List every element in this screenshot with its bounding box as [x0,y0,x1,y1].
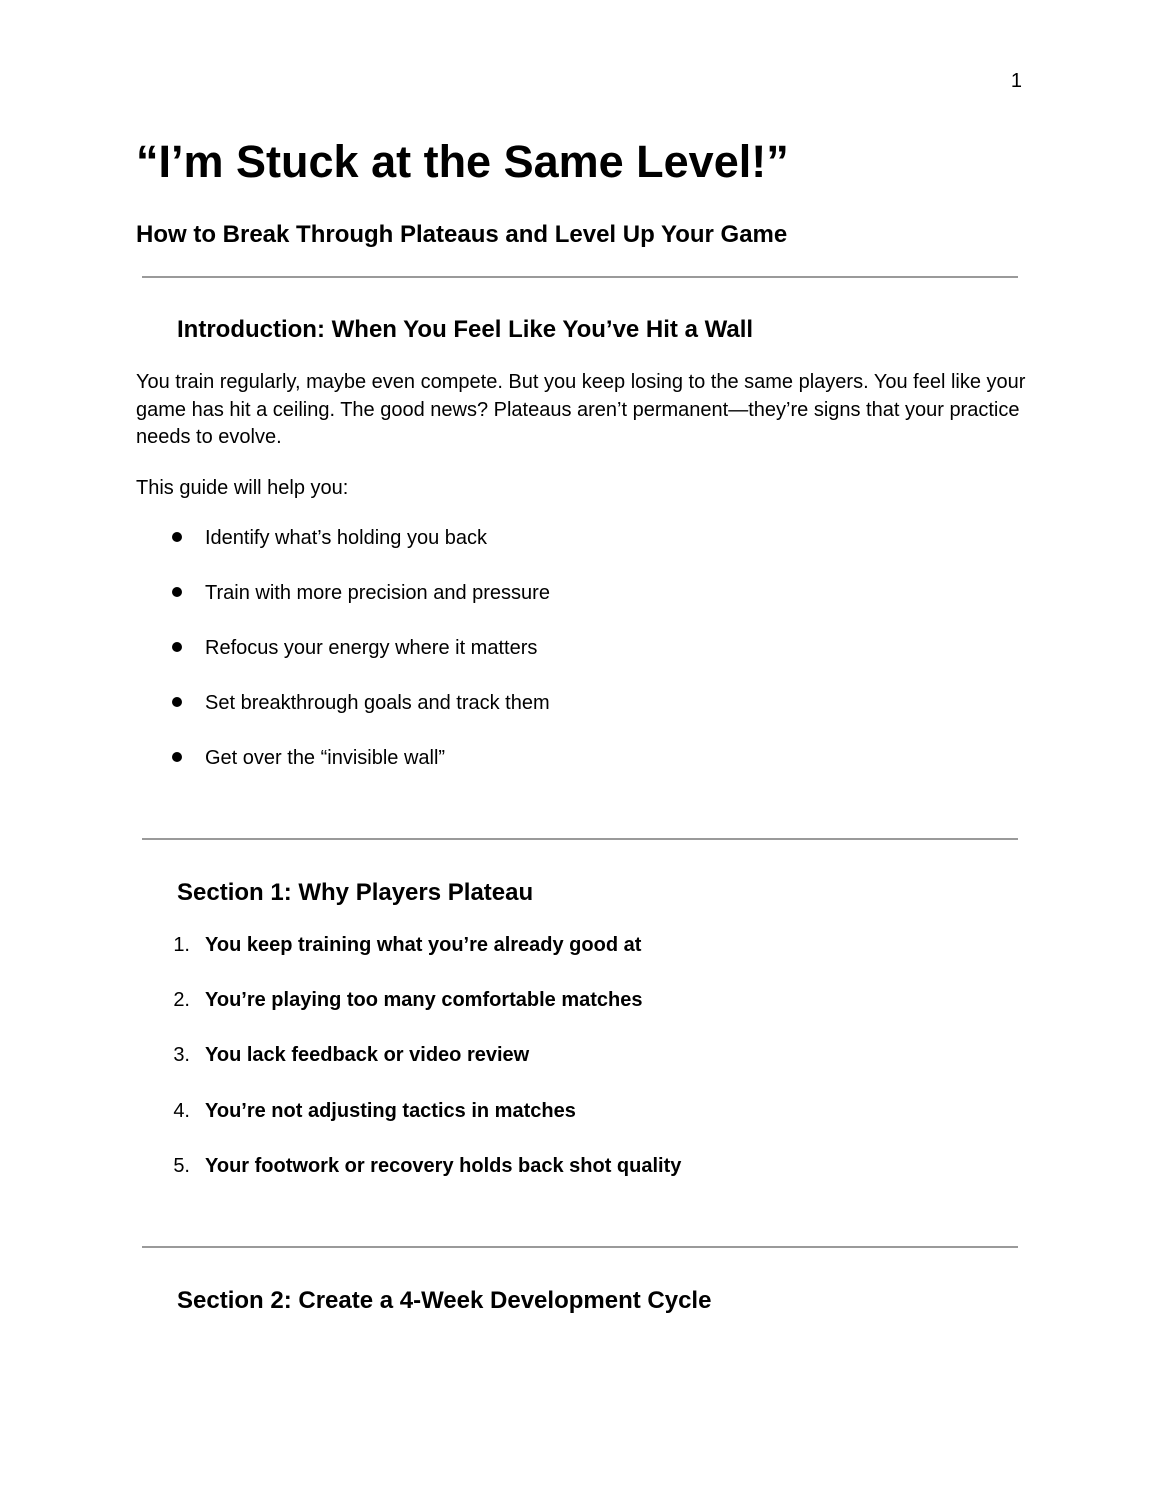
list-number: 5. [173,1155,190,1177]
bullet-list-item [0,578,1159,608]
bullet-text: Identify what’s holding you back [205,527,488,549]
bullet-icon [162,578,192,608]
bullet-icon [162,743,192,773]
numbered-list-item [0,1040,1159,1070]
document-title: “I’m Stuck at the Same Level!” [136,136,789,187]
list-number: 2. [173,989,190,1011]
bullet-text: Get over the “invisible wall” [205,747,446,769]
page-number: 1 [1010,70,1022,92]
bullet-list-item [0,743,1159,773]
horizontal-divider [142,1246,1018,1248]
bullet-text: Set breakthrough goals and track them [205,692,550,714]
list-number: 1. [173,934,190,956]
numbered-list-item [0,930,1159,960]
numbered-item-text: You lack feedback or video review [205,1044,530,1066]
bullet-text: Train with more precision and pressure [205,582,550,604]
section-1-heading: Section 1: Why Players Plateau [177,879,534,906]
bullet-list-item [0,523,1159,553]
bullet-list-item [0,633,1159,663]
bullet-text: Refocus your energy where it matters [205,637,538,659]
numbered-list-item [0,1151,1159,1181]
document-subtitle: How to Break Through Plateaus and Level Up Your Game [136,221,788,248]
bullet-icon [162,633,192,663]
section-2-heading: Section 2: Create a 4-Week Development Cycle [177,1287,712,1314]
numbered-item-text: You’re playing too many comfortable matches [205,989,643,1011]
numbered-item-text: You keep training what you’re already good at [205,934,642,956]
bullet-list-item [0,688,1159,718]
list-number: 3. [173,1044,190,1066]
bullet-icon [162,688,192,718]
list-number: 4. [173,1100,190,1122]
introduction-heading: Introduction: When You Feel Like You’ve Hit a Wall [177,316,754,343]
horizontal-divider [142,276,1018,278]
introduction-lead-in: This guide will help you: [136,477,349,499]
numbered-list-item [0,1096,1159,1126]
numbered-item-text: Your footwork or recovery holds back shot quality [205,1155,682,1177]
numbered-item-text: You’re not adjusting tactics in matches [205,1100,576,1122]
introduction-paragraph: You train regularly, maybe even compete. But you keep losing to the same players. You feel like your game has hit a ceiling. The good news? Plateaus aren’t permanent—they’re signs that your practice needs to evolve. [136,371,1026,448]
bullet-icon [162,523,192,553]
numbered-list-item [0,985,1159,1015]
horizontal-divider [142,838,1018,840]
